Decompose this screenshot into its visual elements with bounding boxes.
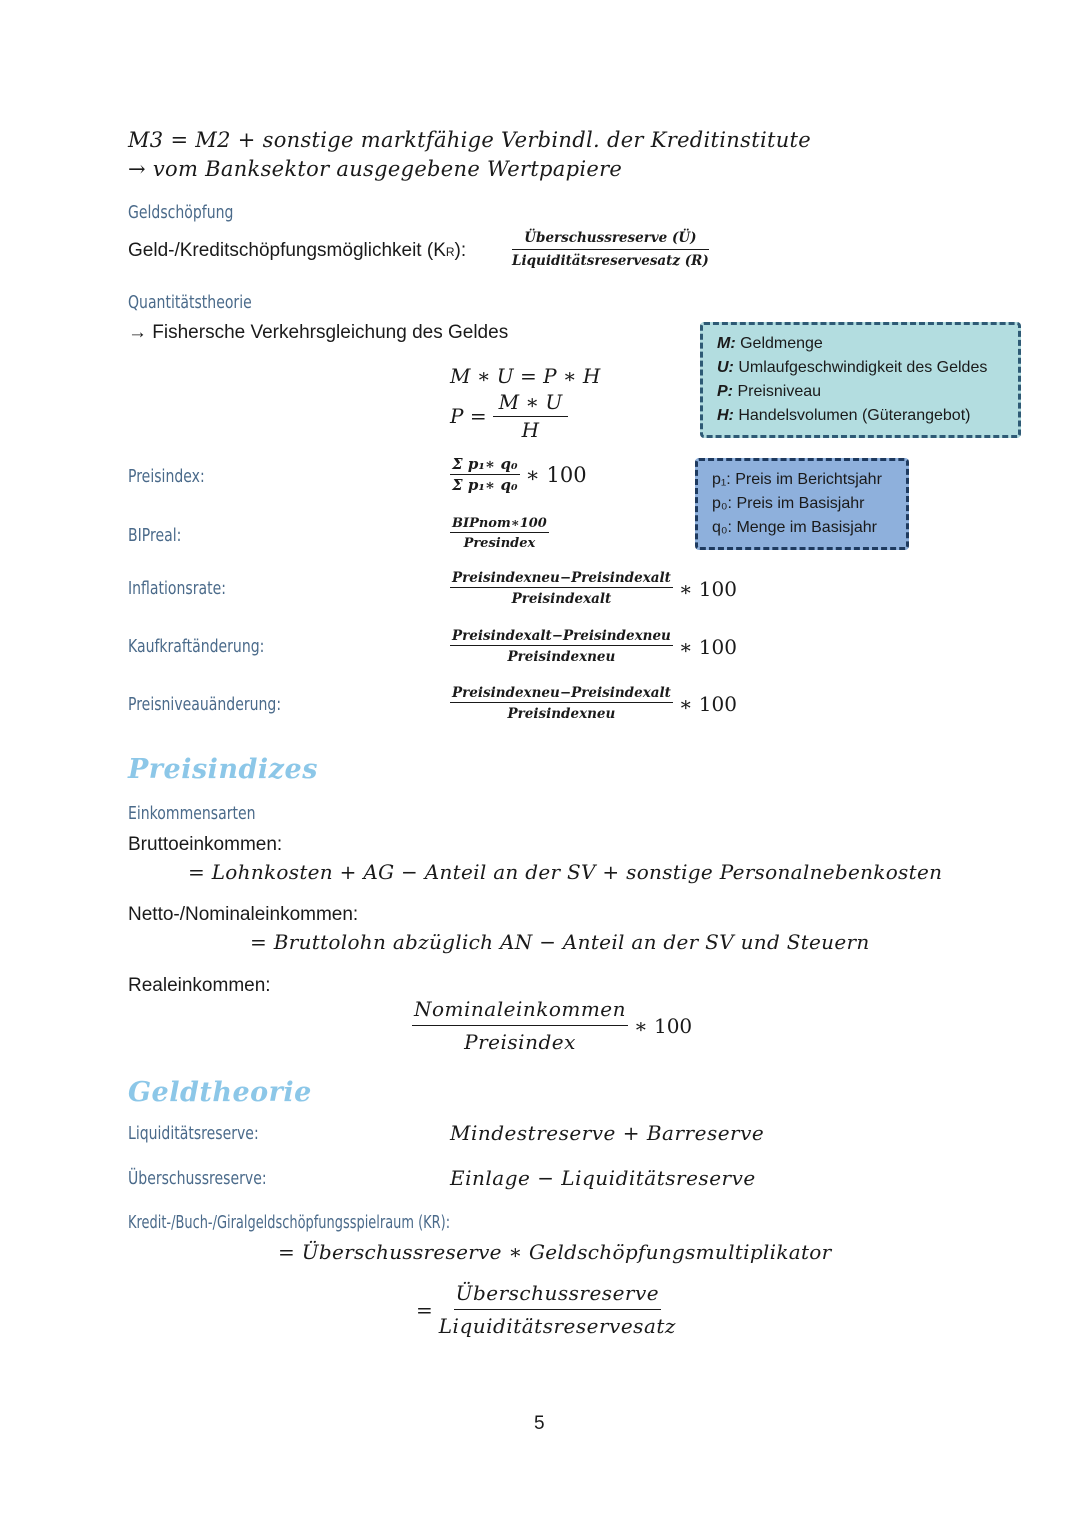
- kredit-equals: =: [416, 1297, 433, 1322]
- preisindex-formula: [450, 455, 587, 494]
- preisindizes-heading: Preisindizes: [128, 754, 318, 785]
- real-formula: [412, 997, 692, 1054]
- quantitaet-label: Quantitätstheorie: [128, 292, 252, 313]
- netto-formula: = Bruttolohn abzüglich AN − Anteil an der SV und Steuern: [250, 930, 870, 954]
- brutto-formula: = Lohnkosten + AG − Anteil an der SV + sonstige Personalnebenkosten: [188, 860, 943, 884]
- inflation-formula: [450, 570, 737, 607]
- inflation-multiplier: ∗ 100: [678, 576, 737, 601]
- bipreal-label: BIPreal:: [128, 525, 182, 546]
- fisher-text: → Fishersche Verkehrsgleichung des Geldes: [128, 322, 509, 343]
- kredit-numerator: Überschussreserve: [454, 1281, 662, 1310]
- preisindex-multiplier: ∗ 100: [525, 462, 587, 487]
- geld-kredit-main: Geld-/Kreditschöpfungsmöglichkeit (K: [128, 240, 446, 261]
- m3-note: → vom Banksektor ausgegebene Wertpapiere: [128, 157, 623, 181]
- legend-text: Preisniveau: [733, 383, 822, 400]
- kaufkraft-numerator: Preisindexalt−Preisindexneu: [452, 628, 671, 644]
- kr-numerator: Überschussreserve (Ü): [512, 230, 708, 250]
- kredit-formula-fraction: [416, 1281, 676, 1338]
- preisniveau-multiplier: ∗ 100: [678, 691, 737, 716]
- ueberschuss-label: Überschussreserve:: [128, 1168, 267, 1189]
- kr-fraction: [512, 230, 709, 269]
- legend-item: [717, 380, 1004, 404]
- legend-item: [712, 516, 892, 540]
- fisher-equation: M ∗ U = P ∗ H: [450, 364, 601, 388]
- real-label: Realeinkommen:: [128, 975, 271, 996]
- legend-item: [712, 468, 892, 492]
- einkommensarten-label: Einkommensarten: [128, 803, 256, 824]
- bipreal-formula: [450, 516, 549, 551]
- preisniveau-label: Preisniveauänderung:: [128, 694, 282, 715]
- legend-key: H:: [717, 407, 734, 424]
- legend-text: Geldmenge: [735, 335, 823, 352]
- preisindex-denominator: Σ p₁∗ q₀: [452, 476, 518, 494]
- geld-kredit-text: [128, 240, 466, 262]
- price-level-numerator: M ∗ U: [493, 390, 569, 417]
- legend-item: [717, 356, 1004, 380]
- legend-item: [712, 492, 892, 516]
- legend-key: p₀: [712, 495, 728, 512]
- variables-legend: [700, 322, 1021, 438]
- price-level-lhs: P =: [450, 404, 487, 428]
- geld-kredit-subscript: R: [445, 245, 455, 259]
- legend-text: : Preis im Basisjahr: [727, 495, 865, 512]
- kredit-label: Kredit-/Buch-/Giralgeldschöpfungsspielraum (KR):: [128, 1212, 451, 1233]
- preisniveau-denominator: Preisindexneu: [507, 706, 616, 722]
- legend-key: q₀: [712, 519, 728, 536]
- real-denominator: Preisindex: [464, 1030, 576, 1054]
- legend-text: : Preis im Berichtsjahr: [726, 471, 882, 488]
- legend-text: : Menge im Basisjahr: [727, 519, 877, 536]
- legend-key: p₁: [712, 471, 727, 488]
- legend-key: M:: [717, 335, 736, 352]
- liquiditaet-label: Liquiditätsreserve:: [128, 1123, 259, 1144]
- legend-item: [717, 332, 1004, 356]
- real-numerator: Nominaleinkommen: [412, 997, 628, 1026]
- preisniveau-numerator: Preisindexneu−Preisindexalt: [452, 685, 671, 701]
- real-multiplier: ∗ 100: [634, 1013, 693, 1038]
- kredit-formula: = Überschussreserve ∗ Geldschöpfungsmultiplikator: [278, 1240, 832, 1264]
- kredit-denominator: Liquiditätsreservesatz: [438, 1314, 676, 1338]
- price-level-equation: [450, 390, 568, 442]
- bipreal-numerator: BIPnom∗100: [452, 516, 547, 531]
- price-level-denominator: H: [521, 418, 540, 442]
- geld-kredit-colon: ):: [454, 240, 467, 261]
- preisindex-numerator: Σ p₁∗ q₀: [452, 455, 518, 473]
- geldtheorie-heading: Geldtheorie: [128, 1077, 312, 1108]
- legend-key: U:: [717, 359, 734, 376]
- brutto-label: Bruttoeinkommen:: [128, 834, 283, 855]
- preisindex-label: Preisindex:: [128, 466, 205, 487]
- inflation-numerator: Preisindexneu−Preisindexalt: [452, 570, 671, 586]
- legend-text: Handelsvolumen (Güterangebot): [733, 407, 971, 424]
- inflation-label: Inflationsrate:: [128, 578, 226, 599]
- m3-definition: M3 = M2 + sonstige marktfähige Verbindl. der Kreditinstitute: [128, 128, 811, 152]
- page-number: 5: [534, 1413, 545, 1434]
- liquiditaet-formula: Mindestreserve + Barreserve: [450, 1121, 765, 1145]
- kaufkraft-multiplier: ∗ 100: [678, 634, 737, 659]
- legend-item: [717, 404, 1004, 428]
- inflation-denominator: Preisindexalt: [511, 591, 612, 607]
- preisniveau-formula: [450, 685, 737, 722]
- price-legend: [695, 458, 909, 550]
- legend-key: P:: [717, 383, 733, 400]
- netto-label: Netto-/Nominaleinkommen:: [128, 904, 359, 925]
- ueberschuss-formula: Einlage − Liquiditätsreserve: [450, 1166, 756, 1190]
- kaufkraft-denominator: Preisindexneu: [507, 649, 616, 665]
- legend-text: Umlaufgeschwindigkeit des Geldes: [733, 359, 988, 376]
- bipreal-denominator: Presindex: [463, 536, 536, 551]
- geldschoepfung-label: Geldschöpfung: [128, 202, 234, 223]
- kaufkraft-label: Kaufkraftänderung:: [128, 636, 265, 657]
- kaufkraft-formula: [450, 628, 737, 665]
- kr-denominator: Liquiditätsreservesatz (R): [512, 253, 709, 269]
